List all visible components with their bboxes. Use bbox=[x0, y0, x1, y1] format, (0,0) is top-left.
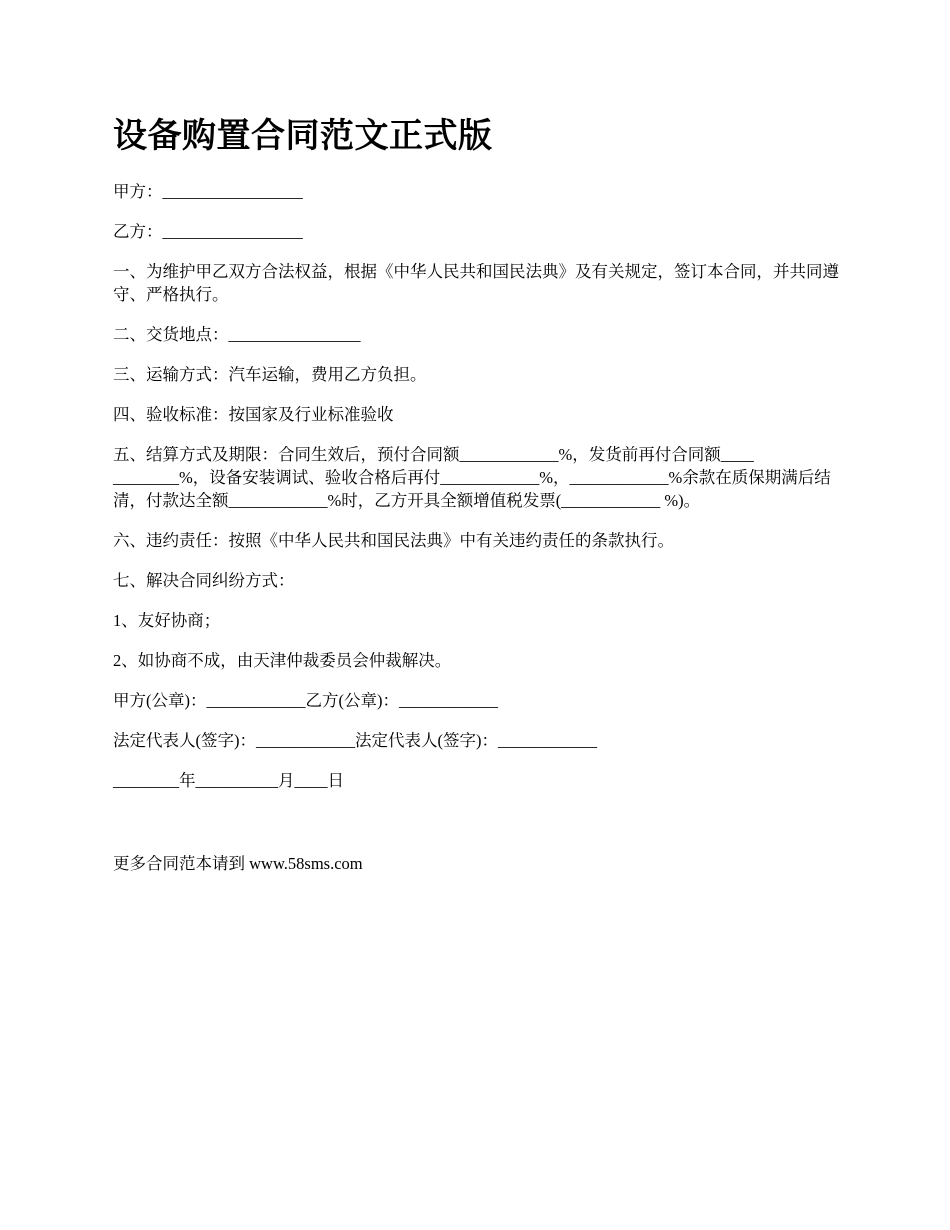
date-line: ________年__________月____日 bbox=[113, 771, 344, 790]
clause-7-item-1: 1、友好协商； bbox=[113, 611, 221, 630]
document-title: 设备购置合同范文正式版 bbox=[113, 116, 493, 156]
clause-7-dispute: 七、解决合同纠纷方式： bbox=[113, 571, 295, 590]
clause-7-item-2: 2、如协商不成，由天津仲裁委员会仲裁解决。 bbox=[113, 651, 452, 670]
clause-6-liability: 六、违约责任：按照《中华人民共和国民法典》中有关违约责任的条款执行。 bbox=[113, 531, 674, 550]
party-a-line: 甲方：_________________ bbox=[113, 182, 303, 201]
clause-3-transport: 三、运输方式：汽车运输，费用乙方负担。 bbox=[113, 365, 427, 384]
document-page bbox=[113, 112, 853, 892]
footer-note: 更多合同范本请到 www.58sms.com bbox=[113, 854, 363, 873]
clause-1: 一、为维护甲乙双方合法权益，根据《中华人民共和国民法典》及有关规定，签订本合同，并共同遵守、严格执行。 bbox=[113, 262, 839, 304]
clause-4-acceptance: 四、验收标准：按国家及行业标准验收 bbox=[113, 405, 394, 424]
seal-line: 甲方(公章)：____________乙方(公章)：____________ bbox=[113, 691, 498, 710]
clause-5-settlement: 五、结算方式及期限：合同生效后，预付合同额____________%，发货前再付合同额____ ________%，设备安装调试、验收合格后再付____________%，____________%余款在质保期满后结清，付款达全额____________%时，乙方开具全额增值税发票(____________ %)。 bbox=[113, 445, 831, 510]
party-b-line: 乙方：_________________ bbox=[113, 222, 303, 241]
signature-line: 法定代表人(签字)：____________法定代表人(签字)：____________ bbox=[113, 731, 597, 750]
clause-2-delivery-location: 二、交货地点：________________ bbox=[113, 325, 361, 344]
section-spacer bbox=[113, 809, 853, 852]
